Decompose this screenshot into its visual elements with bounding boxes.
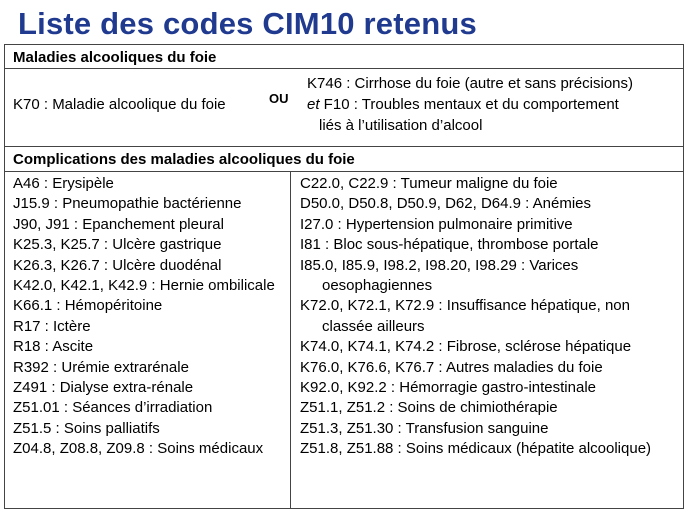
code-k746: K746 : Cirrhose du foie (autre et sans précisions) (307, 75, 633, 92)
list-item: K72.0, K72.1, K72.9 : Insuffisance hépatique, non classée ailleurs (300, 297, 630, 335)
complications-left-column (5, 172, 291, 508)
list-item: Z51.1, Z51.2 : Soins de chimiothérapie (300, 399, 558, 417)
code-f10-text: F10 : Troubles mentaux et du comportement (319, 96, 619, 113)
codes-table (4, 44, 684, 509)
list-item: J90, J91 : Epanchement pleural (13, 215, 224, 233)
code-k70: K70 : Maladie alcoolique du foie (13, 96, 226, 113)
list-item: Z51.8, Z51.88 : Soins médicaux (hépatite alcoolique) (300, 440, 652, 458)
list-item: K66.1 : Hémopéritoine (13, 297, 163, 315)
list-item: K76.0, K76.6, K76.7 : Autres maladies du foie (300, 358, 603, 376)
list-item: I81 : Bloc sous-hépatique, thrombose portale (300, 236, 599, 254)
list-item: K42.0, K42.1, K42.9 : Hernie ombilicale (13, 277, 275, 295)
or-label: OU (269, 91, 289, 106)
list-item: I85.0, I85.9, I98.2, I98.20, I98.29 : Varices oesophagiennes (300, 256, 579, 295)
list-item: R392 : Urémie extrarénale (13, 358, 189, 376)
maladies-alternatives (307, 73, 677, 136)
list-item: K25.3, K25.7 : Ulcère gastrique (13, 236, 222, 254)
list-item: R17 : Ictère (13, 317, 91, 335)
section-header-maladies: Maladies alcooliques du foie (5, 45, 683, 69)
code-f10-continued: liés à l’utilisation d’alcool (319, 117, 483, 134)
complications-right-column (291, 172, 683, 508)
list-item: Z51.5 : Soins palliatifs (13, 419, 160, 437)
list-item: Z04.8, Z08.8, Z09.8 : Soins médicaux (13, 440, 264, 458)
page-title: Liste des codes CIM10 retenus (18, 6, 477, 41)
code-f10 (307, 94, 677, 115)
and-conjunction: et (307, 96, 320, 113)
maladies-row (5, 69, 683, 146)
section-header-complications: Complications des maladies alcooliques du foie (5, 146, 683, 172)
list-item: K92.0, K92.2 : Hémorragie gastro-intestinale (300, 379, 596, 397)
list-item: D50.0, D50.8, D50.9, D62, D64.9 : Anémies (300, 195, 591, 213)
list-item: A46 : Erysipèle (13, 175, 114, 192)
list-item: J15.9 : Pneumopathie bactérienne (13, 195, 242, 213)
list-item: K74.0, K74.1, K74.2 : Fibrose, sclérose hépatique (300, 338, 632, 356)
complications-grid (5, 172, 683, 509)
list-item: K26.3, K26.7 : Ulcère duodénal (13, 256, 222, 274)
list-item: C22.0, C22.9 : Tumeur maligne du foie (300, 175, 558, 192)
list-item: Z51.3, Z51.30 : Transfusion sanguine (300, 419, 549, 437)
list-item: I27.0 : Hypertension pulmonaire primitive (300, 215, 573, 233)
list-item: Z491 : Dialyse extra-rénale (13, 379, 194, 397)
list-item: R18 : Ascite (13, 338, 94, 356)
list-item: Z51.01 : Séances d’irradiation (13, 399, 213, 417)
